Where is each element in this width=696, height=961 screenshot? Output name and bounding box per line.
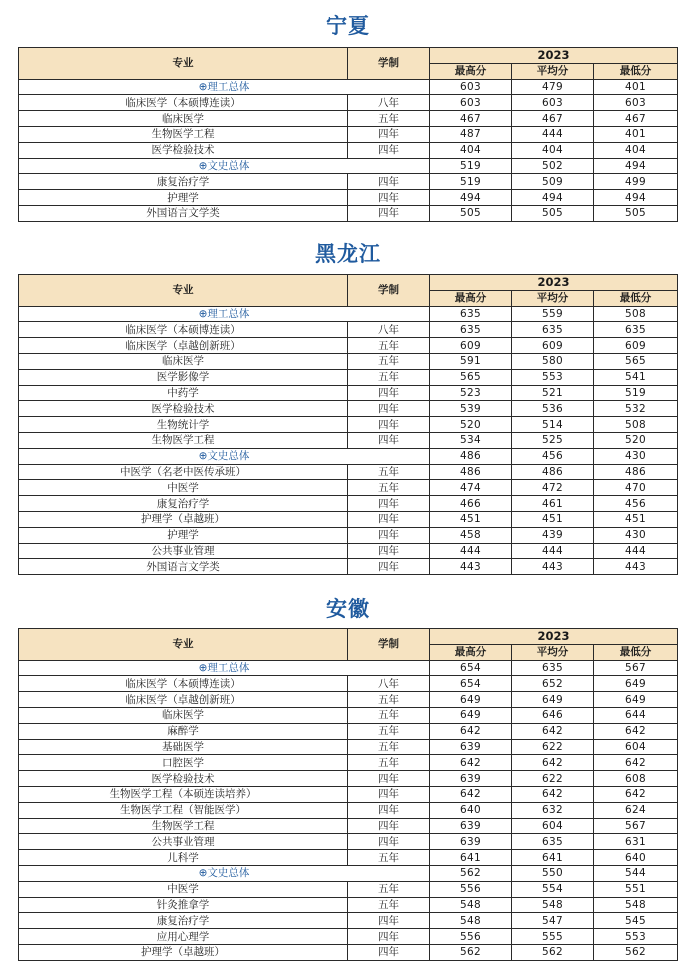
column-header-year: 2023 [430,629,678,645]
score-avg-cell: 547 [512,913,594,929]
column-header-min: 最低分 [594,290,678,306]
major-cell: 应用心理学 [19,929,348,945]
column-header-duration: 学制 [348,275,430,307]
score-min-cell: 631 [594,834,678,850]
duration-cell: 四年 [348,385,430,401]
score-min-cell: 635 [594,322,678,338]
score-avg-cell: 439 [512,527,594,543]
column-header-duration: 学制 [348,48,430,80]
score-min-cell: 603 [594,95,678,111]
duration-cell: 四年 [348,527,430,543]
score-min-cell: 520 [594,432,678,448]
score-avg-cell: 635 [512,834,594,850]
score-avg-cell: 642 [512,755,594,771]
duration-cell: 五年 [348,850,430,866]
group-name-cell: ⊕文史总体 [19,865,430,881]
major-cell: 医学检验技术 [19,771,348,787]
table-row [19,786,678,802]
score-min-cell: 508 [594,306,678,322]
major-cell: 护理学（卓越班） [19,511,348,527]
major-cell: 临床医学 [19,707,348,723]
table-row [19,205,678,221]
section-title-heilongjiang: 黑龙江 [315,242,381,266]
group-name-cell: ⊕理工总体 [19,660,430,676]
score-min-cell: 649 [594,676,678,692]
column-header-max: 最高分 [430,644,512,660]
score-min-cell: 532 [594,401,678,417]
header-row [19,48,678,64]
duration-cell: 八年 [348,676,430,692]
score-max-cell: 520 [430,417,512,433]
score-min-cell: 486 [594,464,678,480]
group-name-cell: ⊕理工总体 [19,79,430,95]
group-summary-row [19,865,678,881]
major-cell: 生物医学工程 [19,432,348,448]
score-min-cell: 604 [594,739,678,755]
table-row [19,527,678,543]
table-row [19,401,678,417]
table-row [19,850,678,866]
major-cell: 护理学 [19,190,348,206]
major-cell: 临床医学 [19,353,348,369]
score-min-cell: 430 [594,527,678,543]
duration-cell: 五年 [348,707,430,723]
column-header-avg: 平均分 [512,63,594,79]
duration-cell: 五年 [348,464,430,480]
score-avg-cell: 642 [512,786,594,802]
score-max-cell: 466 [430,496,512,512]
score-avg-cell: 652 [512,676,594,692]
group-summary-row [19,306,678,322]
duration-cell: 五年 [348,692,430,708]
duration-cell: 五年 [348,353,430,369]
table-row [19,739,678,755]
duration-cell: 五年 [348,881,430,897]
group-summary-row [19,158,678,174]
score-max-cell: 486 [430,448,512,464]
score-avg-cell: 525 [512,432,594,448]
table-row [19,126,678,142]
score-min-cell: 470 [594,480,678,496]
duration-cell: 四年 [348,802,430,818]
header-row [19,629,678,645]
duration-cell: 四年 [348,786,430,802]
column-header-year: 2023 [430,48,678,64]
score-avg-cell: 554 [512,881,594,897]
score-table-anhui [18,628,678,961]
score-min-cell: 401 [594,126,678,142]
table-row [19,432,678,448]
score-avg-cell: 444 [512,543,594,559]
duration-cell: 四年 [348,944,430,960]
table-row [19,369,678,385]
duration-cell: 四年 [348,834,430,850]
duration-cell: 四年 [348,818,430,834]
score-max-cell: 603 [430,79,512,95]
score-avg-cell: 609 [512,338,594,354]
table-row [19,818,678,834]
major-cell: 医学检验技术 [19,142,348,158]
column-header-max: 最高分 [430,63,512,79]
duration-cell: 四年 [348,142,430,158]
score-min-cell: 649 [594,692,678,708]
score-min-cell: 609 [594,338,678,354]
table-row [19,755,678,771]
column-header-min: 最低分 [594,644,678,660]
score-avg-cell: 467 [512,111,594,127]
major-cell: 麻醉学 [19,723,348,739]
score-min-cell: 456 [594,496,678,512]
major-cell: 中医学 [19,480,348,496]
table-row [19,385,678,401]
score-min-cell: 505 [594,205,678,221]
score-avg-cell: 479 [512,79,594,95]
major-cell: 外国语言文学类 [19,205,348,221]
duration-cell: 四年 [348,559,430,575]
major-cell: 医学检验技术 [19,401,348,417]
score-max-cell: 609 [430,338,512,354]
table-row [19,676,678,692]
duration-cell: 四年 [348,174,430,190]
score-avg-cell: 622 [512,739,594,755]
score-max-cell: 639 [430,818,512,834]
score-max-cell: 519 [430,158,512,174]
score-min-cell: 567 [594,818,678,834]
score-max-cell: 505 [430,205,512,221]
score-table-ningxia [18,47,678,222]
major-cell: 临床医学（卓越创新班） [19,338,348,354]
score-max-cell: 494 [430,190,512,206]
table-row [19,174,678,190]
score-max-cell: 649 [430,692,512,708]
table-row [19,480,678,496]
score-avg-cell: 555 [512,929,594,945]
score-avg-cell: 641 [512,850,594,866]
score-min-cell: 565 [594,353,678,369]
major-cell: 临床医学（本硕博连读） [19,676,348,692]
score-avg-cell: 461 [512,496,594,512]
score-avg-cell: 604 [512,818,594,834]
score-avg-cell: 521 [512,385,594,401]
score-max-cell: 565 [430,369,512,385]
score-avg-cell: 632 [512,802,594,818]
score-min-cell: 494 [594,158,678,174]
table-row [19,338,678,354]
column-header-major: 专业 [19,275,348,307]
score-avg-cell: 514 [512,417,594,433]
duration-cell: 八年 [348,95,430,111]
column-header-duration: 学制 [348,629,430,661]
score-min-cell: 404 [594,142,678,158]
table-row [19,511,678,527]
score-max-cell: 451 [430,511,512,527]
column-header-year: 2023 [430,275,678,291]
score-max-cell: 642 [430,786,512,802]
duration-cell: 四年 [348,496,430,512]
score-avg-cell: 580 [512,353,594,369]
table-row [19,692,678,708]
score-max-cell: 534 [430,432,512,448]
column-header-max: 最高分 [430,290,512,306]
duration-cell: 四年 [348,205,430,221]
major-cell: 生物医学工程（本硕连读培养） [19,786,348,802]
duration-cell: 八年 [348,322,430,338]
score-table-heilongjiang [18,274,678,575]
major-cell: 康复治疗学 [19,174,348,190]
score-min-cell: 640 [594,850,678,866]
major-cell: 儿科学 [19,850,348,866]
score-avg-cell: 472 [512,480,594,496]
score-avg-cell: 548 [512,897,594,913]
duration-cell: 四年 [348,432,430,448]
table-row [19,881,678,897]
score-avg-cell: 649 [512,692,594,708]
score-avg-cell: 456 [512,448,594,464]
score-max-cell: 523 [430,385,512,401]
score-min-cell: 494 [594,190,678,206]
table-row [19,897,678,913]
score-avg-cell: 635 [512,660,594,676]
major-cell: 中医学（名老中医传承班） [19,464,348,480]
score-max-cell: 649 [430,707,512,723]
table-row [19,322,678,338]
score-max-cell: 404 [430,142,512,158]
score-avg-cell: 550 [512,865,594,881]
score-min-cell: 562 [594,944,678,960]
major-cell: 基础医学 [19,739,348,755]
duration-cell: 四年 [348,771,430,787]
score-min-cell: 519 [594,385,678,401]
major-cell: 临床医学（卓越创新班） [19,692,348,708]
column-header-major: 专业 [19,629,348,661]
duration-cell: 四年 [348,126,430,142]
table-row [19,913,678,929]
score-max-cell: 635 [430,306,512,322]
score-avg-cell: 646 [512,707,594,723]
score-max-cell: 556 [430,881,512,897]
score-min-cell: 430 [594,448,678,464]
duration-cell: 五年 [348,897,430,913]
score-min-cell: 567 [594,660,678,676]
group-summary-row [19,448,678,464]
major-cell: 护理学 [19,527,348,543]
group-name-cell: ⊕文史总体 [19,448,430,464]
score-max-cell: 467 [430,111,512,127]
table-row [19,929,678,945]
section-title-anhui: 安徽 [326,597,370,621]
score-max-cell: 639 [430,834,512,850]
score-max-cell: 639 [430,739,512,755]
score-min-cell: 608 [594,771,678,787]
score-avg-cell: 622 [512,771,594,787]
score-max-cell: 635 [430,322,512,338]
column-header-major: 专业 [19,48,348,80]
column-header-avg: 平均分 [512,644,594,660]
score-max-cell: 642 [430,723,512,739]
table-row [19,944,678,960]
duration-cell: 四年 [348,511,430,527]
duration-cell: 四年 [348,543,430,559]
score-min-cell: 644 [594,707,678,723]
duration-cell: 五年 [348,111,430,127]
table-row [19,142,678,158]
major-cell: 护理学（卓越班） [19,944,348,960]
table-row [19,111,678,127]
score-min-cell: 451 [594,511,678,527]
score-min-cell: 541 [594,369,678,385]
score-max-cell: 654 [430,660,512,676]
score-max-cell: 487 [430,126,512,142]
group-summary-row [19,660,678,676]
major-cell: 生物医学工程（智能医学） [19,802,348,818]
duration-cell: 五年 [348,739,430,755]
major-cell: 临床医学 [19,111,348,127]
score-max-cell: 458 [430,527,512,543]
score-min-cell: 642 [594,755,678,771]
score-min-cell: 401 [594,79,678,95]
table-row [19,95,678,111]
score-min-cell: 548 [594,897,678,913]
score-max-cell: 562 [430,865,512,881]
header-row [19,275,678,291]
table-row [19,707,678,723]
score-min-cell: 467 [594,111,678,127]
group-name-cell: ⊕文史总体 [19,158,430,174]
score-avg-cell: 404 [512,142,594,158]
score-avg-cell: 642 [512,723,594,739]
score-avg-cell: 494 [512,190,594,206]
table-row [19,543,678,559]
score-max-cell: 642 [430,755,512,771]
score-min-cell: 642 [594,786,678,802]
duration-cell: 四年 [348,913,430,929]
score-min-cell: 642 [594,723,678,739]
score-min-cell: 499 [594,174,678,190]
score-max-cell: 591 [430,353,512,369]
duration-cell: 五年 [348,338,430,354]
score-avg-cell: 553 [512,369,594,385]
score-avg-cell: 451 [512,511,594,527]
table-row [19,190,678,206]
duration-cell: 四年 [348,929,430,945]
major-cell: 公共事业管理 [19,834,348,850]
major-cell: 康复治疗学 [19,913,348,929]
major-cell: 口腔医学 [19,755,348,771]
major-cell: 临床医学（本硕博连读） [19,322,348,338]
score-avg-cell: 562 [512,944,594,960]
score-avg-cell: 559 [512,306,594,322]
column-header-avg: 平均分 [512,290,594,306]
major-cell: 医学影像学 [19,369,348,385]
score-max-cell: 640 [430,802,512,818]
table-row [19,834,678,850]
table-row [19,496,678,512]
table-row [19,464,678,480]
major-cell: 生物统计学 [19,417,348,433]
score-avg-cell: 635 [512,322,594,338]
table-row [19,417,678,433]
score-max-cell: 539 [430,401,512,417]
duration-cell: 五年 [348,723,430,739]
score-min-cell: 508 [594,417,678,433]
score-max-cell: 443 [430,559,512,575]
score-avg-cell: 486 [512,464,594,480]
table-row [19,353,678,369]
major-cell: 中药学 [19,385,348,401]
score-min-cell: 553 [594,929,678,945]
major-cell: 中医学 [19,881,348,897]
major-cell: 生物医学工程 [19,126,348,142]
score-max-cell: 641 [430,850,512,866]
score-min-cell: 545 [594,913,678,929]
score-min-cell: 444 [594,543,678,559]
duration-cell: 五年 [348,755,430,771]
score-max-cell: 603 [430,95,512,111]
score-max-cell: 519 [430,174,512,190]
group-summary-row [19,79,678,95]
duration-cell: 四年 [348,401,430,417]
score-min-cell: 544 [594,865,678,881]
score-avg-cell: 509 [512,174,594,190]
score-avg-cell: 505 [512,205,594,221]
score-max-cell: 444 [430,543,512,559]
duration-cell: 五年 [348,480,430,496]
major-cell: 康复治疗学 [19,496,348,512]
duration-cell: 四年 [348,417,430,433]
score-avg-cell: 443 [512,559,594,575]
table-row [19,559,678,575]
score-max-cell: 556 [430,929,512,945]
score-max-cell: 474 [430,480,512,496]
score-avg-cell: 444 [512,126,594,142]
score-max-cell: 486 [430,464,512,480]
score-avg-cell: 536 [512,401,594,417]
table-row [19,723,678,739]
table-row [19,771,678,787]
column-header-min: 最低分 [594,63,678,79]
group-name-cell: ⊕理工总体 [19,306,430,322]
score-max-cell: 639 [430,771,512,787]
major-cell: 外国语言文学类 [19,559,348,575]
major-cell: 生物医学工程 [19,818,348,834]
major-cell: 临床医学（本硕博连读） [19,95,348,111]
table-row [19,802,678,818]
score-avg-cell: 502 [512,158,594,174]
score-min-cell: 443 [594,559,678,575]
score-max-cell: 654 [430,676,512,692]
score-max-cell: 548 [430,897,512,913]
score-min-cell: 551 [594,881,678,897]
duration-cell: 五年 [348,369,430,385]
score-min-cell: 624 [594,802,678,818]
duration-cell: 四年 [348,190,430,206]
score-max-cell: 562 [430,944,512,960]
score-max-cell: 548 [430,913,512,929]
major-cell: 公共事业管理 [19,543,348,559]
score-avg-cell: 603 [512,95,594,111]
major-cell: 针灸推拿学 [19,897,348,913]
section-title-ningxia: 宁夏 [326,14,370,38]
